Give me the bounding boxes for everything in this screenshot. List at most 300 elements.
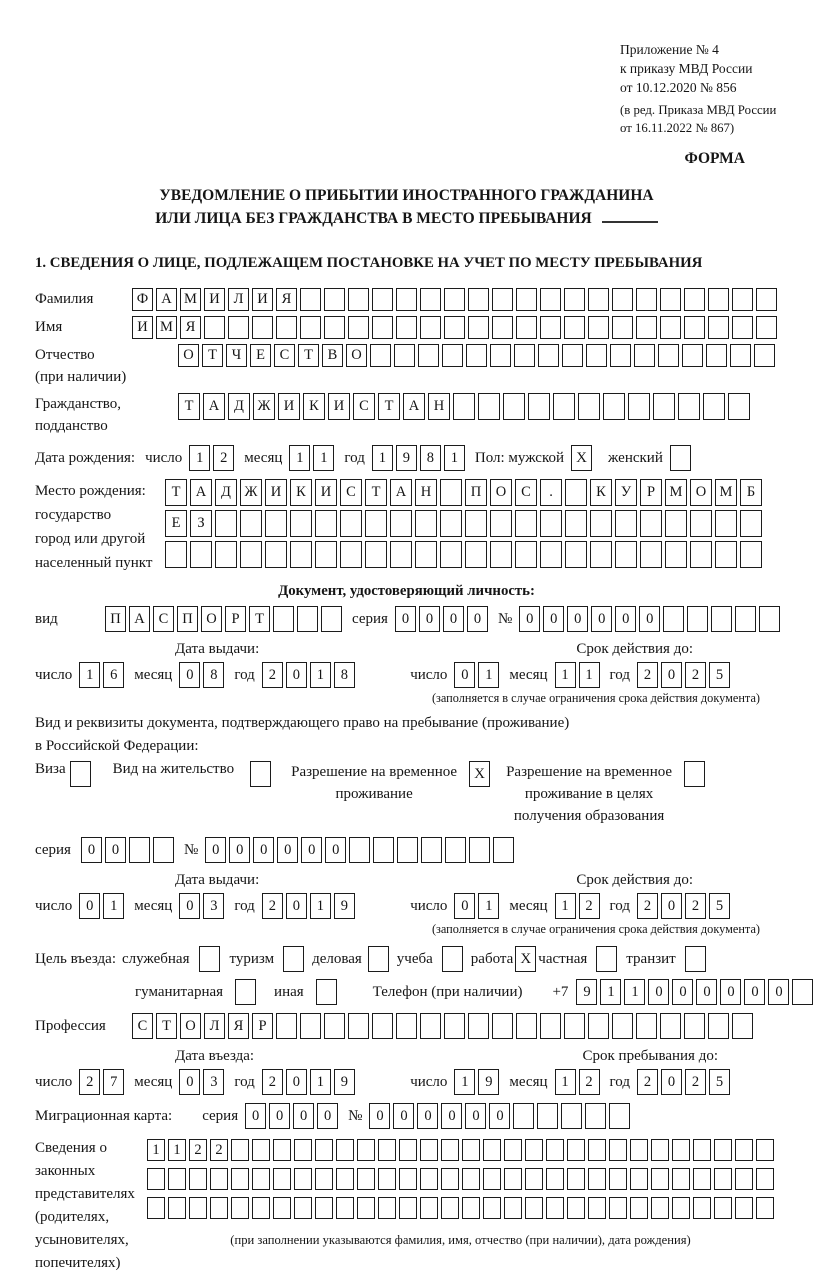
form-cell[interactable]: Р bbox=[252, 1013, 273, 1039]
form-cell[interactable] bbox=[706, 344, 727, 367]
form-cell[interactable]: 0 bbox=[286, 1069, 307, 1095]
form-cell[interactable] bbox=[708, 1013, 729, 1039]
form-cell[interactable] bbox=[462, 1197, 480, 1219]
form-cell[interactable]: У bbox=[615, 479, 637, 506]
form-cell[interactable] bbox=[562, 344, 583, 367]
form-cell[interactable]: П bbox=[465, 479, 487, 506]
form-cell[interactable] bbox=[365, 510, 387, 537]
form-cell[interactable] bbox=[399, 1197, 417, 1219]
form-cell[interactable] bbox=[714, 1197, 732, 1219]
form-cell[interactable] bbox=[525, 1197, 543, 1219]
form-cell[interactable] bbox=[462, 1168, 480, 1190]
form-cell[interactable] bbox=[469, 837, 490, 863]
form-cell[interactable] bbox=[684, 316, 705, 339]
form-cell[interactable] bbox=[565, 541, 587, 568]
form-cell[interactable] bbox=[503, 393, 525, 420]
form-cell[interactable]: Д bbox=[228, 393, 250, 420]
form-cell[interactable] bbox=[444, 288, 465, 311]
form-cell[interactable] bbox=[418, 344, 439, 367]
form-cell[interactable]: 2 bbox=[579, 893, 600, 919]
form-cell[interactable] bbox=[397, 837, 418, 863]
form-cell[interactable]: 1 bbox=[310, 662, 331, 688]
form-cell[interactable] bbox=[588, 1168, 606, 1190]
form-cell[interactable] bbox=[660, 288, 681, 311]
form-cell[interactable]: 2 bbox=[685, 1069, 706, 1095]
form-cell[interactable] bbox=[276, 316, 297, 339]
checkbox-sex-male[interactable]: X bbox=[571, 445, 592, 471]
form-cell[interactable] bbox=[708, 316, 729, 339]
form-cell[interactable] bbox=[682, 344, 703, 367]
form-cell[interactable]: 9 bbox=[334, 1069, 355, 1095]
form-cell[interactable]: 9 bbox=[334, 893, 355, 919]
form-cell[interactable]: О bbox=[690, 479, 712, 506]
form-cell[interactable] bbox=[483, 1168, 501, 1190]
form-cell[interactable] bbox=[399, 1139, 417, 1161]
form-cell[interactable]: 0 bbox=[179, 1069, 200, 1095]
form-cell[interactable]: Н bbox=[415, 479, 437, 506]
form-cell[interactable] bbox=[273, 606, 294, 632]
form-cell[interactable]: 0 bbox=[661, 1069, 682, 1095]
form-cell[interactable]: 9 bbox=[478, 1069, 499, 1095]
form-cell[interactable]: М bbox=[715, 479, 737, 506]
form-cell[interactable]: 1 bbox=[600, 979, 621, 1005]
form-cell[interactable] bbox=[240, 510, 262, 537]
form-cell[interactable]: 0 bbox=[661, 893, 682, 919]
form-cell[interactable]: Е bbox=[250, 344, 271, 367]
form-cell[interactable] bbox=[215, 541, 237, 568]
form-cell[interactable]: 3 bbox=[203, 1069, 224, 1095]
form-cell[interactable]: 1 bbox=[310, 893, 331, 919]
form-cell[interactable]: П bbox=[105, 606, 126, 632]
form-cell[interactable]: 0 bbox=[301, 837, 322, 863]
form-cell[interactable] bbox=[690, 541, 712, 568]
form-cell[interactable] bbox=[687, 606, 708, 632]
form-cell[interactable]: Р bbox=[225, 606, 246, 632]
form-cell[interactable]: 0 bbox=[648, 979, 669, 1005]
form-cell[interactable] bbox=[483, 1197, 501, 1219]
form-cell[interactable]: Л bbox=[204, 1013, 225, 1039]
form-cell[interactable] bbox=[445, 837, 466, 863]
form-cell[interactable] bbox=[735, 1168, 753, 1190]
form-cell[interactable] bbox=[540, 510, 562, 537]
form-cell[interactable] bbox=[672, 1139, 690, 1161]
form-cell[interactable] bbox=[516, 1013, 537, 1039]
form-cell[interactable] bbox=[490, 344, 511, 367]
form-cell[interactable] bbox=[546, 1168, 564, 1190]
form-cell[interactable] bbox=[357, 1139, 375, 1161]
form-cell[interactable]: 1 bbox=[103, 893, 124, 919]
form-cell[interactable] bbox=[372, 316, 393, 339]
form-cell[interactable] bbox=[276, 1013, 297, 1039]
checkbox-sex-female[interactable] bbox=[670, 445, 691, 471]
form-cell[interactable] bbox=[504, 1168, 522, 1190]
form-cell[interactable] bbox=[634, 344, 655, 367]
form-cell[interactable] bbox=[640, 510, 662, 537]
form-cell[interactable]: А bbox=[203, 393, 225, 420]
form-cell[interactable] bbox=[441, 1139, 459, 1161]
form-cell[interactable] bbox=[465, 541, 487, 568]
form-cell[interactable]: 0 bbox=[443, 606, 464, 632]
checkbox-temp-residence[interactable]: X bbox=[469, 761, 490, 787]
form-cell[interactable] bbox=[663, 606, 684, 632]
form-cell[interactable]: 0 bbox=[672, 979, 693, 1005]
form-cell[interactable] bbox=[567, 1197, 585, 1219]
form-cell[interactable] bbox=[252, 1139, 270, 1161]
form-cell[interactable]: 0 bbox=[543, 606, 564, 632]
form-cell[interactable] bbox=[590, 541, 612, 568]
form-cell[interactable]: 2 bbox=[210, 1139, 228, 1161]
checkbox-purpose-private[interactable] bbox=[596, 946, 617, 972]
form-cell[interactable]: Т bbox=[298, 344, 319, 367]
form-cell[interactable] bbox=[588, 316, 609, 339]
form-cell[interactable] bbox=[315, 1197, 333, 1219]
form-cell[interactable] bbox=[153, 837, 174, 863]
form-cell[interactable] bbox=[609, 1168, 627, 1190]
form-cell[interactable] bbox=[756, 288, 777, 311]
form-cell[interactable] bbox=[490, 541, 512, 568]
form-cell[interactable] bbox=[609, 1139, 627, 1161]
form-cell[interactable] bbox=[609, 1197, 627, 1219]
form-cell[interactable] bbox=[315, 1139, 333, 1161]
form-cell[interactable] bbox=[378, 1139, 396, 1161]
form-cell[interactable]: С bbox=[274, 344, 295, 367]
form-cell[interactable] bbox=[628, 393, 650, 420]
form-cell[interactable] bbox=[660, 316, 681, 339]
form-cell[interactable]: 1 bbox=[168, 1139, 186, 1161]
form-cell[interactable] bbox=[215, 510, 237, 537]
form-cell[interactable] bbox=[684, 288, 705, 311]
form-cell[interactable] bbox=[210, 1197, 228, 1219]
form-cell[interactable] bbox=[210, 1168, 228, 1190]
form-cell[interactable]: 1 bbox=[79, 662, 100, 688]
form-cell[interactable] bbox=[204, 316, 225, 339]
form-cell[interactable]: Б bbox=[740, 479, 762, 506]
form-cell[interactable]: О bbox=[490, 479, 512, 506]
form-cell[interactable]: Т bbox=[378, 393, 400, 420]
form-cell[interactable] bbox=[466, 344, 487, 367]
form-cell[interactable] bbox=[348, 288, 369, 311]
form-cell[interactable] bbox=[231, 1197, 249, 1219]
form-cell[interactable] bbox=[420, 1168, 438, 1190]
form-cell[interactable] bbox=[300, 1013, 321, 1039]
form-cell[interactable] bbox=[588, 288, 609, 311]
form-cell[interactable]: З bbox=[190, 510, 212, 537]
form-cell[interactable] bbox=[540, 288, 561, 311]
checkbox-purpose-work[interactable]: X bbox=[515, 946, 536, 972]
form-cell[interactable]: О bbox=[201, 606, 222, 632]
form-cell[interactable] bbox=[396, 1013, 417, 1039]
form-cell[interactable] bbox=[129, 837, 150, 863]
form-cell[interactable] bbox=[630, 1139, 648, 1161]
form-cell[interactable]: 0 bbox=[567, 606, 588, 632]
form-cell[interactable]: 0 bbox=[286, 662, 307, 688]
form-cell[interactable] bbox=[300, 288, 321, 311]
form-cell[interactable] bbox=[672, 1168, 690, 1190]
form-cell[interactable]: 0 bbox=[744, 979, 765, 1005]
form-cell[interactable] bbox=[468, 288, 489, 311]
form-cell[interactable] bbox=[240, 541, 262, 568]
form-cell[interactable] bbox=[516, 288, 537, 311]
form-cell[interactable]: 0 bbox=[489, 1103, 510, 1129]
form-cell[interactable]: 2 bbox=[262, 662, 283, 688]
form-cell[interactable] bbox=[586, 344, 607, 367]
form-cell[interactable]: 0 bbox=[229, 837, 250, 863]
form-cell[interactable]: 2 bbox=[262, 893, 283, 919]
form-cell[interactable] bbox=[357, 1197, 375, 1219]
form-cell[interactable]: 1 bbox=[478, 662, 499, 688]
form-cell[interactable]: А bbox=[156, 288, 177, 311]
form-cell[interactable] bbox=[493, 837, 514, 863]
form-cell[interactable] bbox=[420, 1013, 441, 1039]
form-cell[interactable] bbox=[515, 541, 537, 568]
form-cell[interactable] bbox=[340, 510, 362, 537]
form-cell[interactable]: 0 bbox=[81, 837, 102, 863]
form-cell[interactable]: 2 bbox=[637, 893, 658, 919]
form-cell[interactable]: Ж bbox=[253, 393, 275, 420]
form-cell[interactable] bbox=[588, 1013, 609, 1039]
form-cell[interactable]: С bbox=[132, 1013, 153, 1039]
form-cell[interactable]: Р bbox=[640, 479, 662, 506]
form-cell[interactable] bbox=[468, 1013, 489, 1039]
form-cell[interactable] bbox=[297, 606, 318, 632]
form-cell[interactable]: Т bbox=[156, 1013, 177, 1039]
form-cell[interactable] bbox=[336, 1197, 354, 1219]
form-cell[interactable]: И bbox=[315, 479, 337, 506]
form-cell[interactable]: 1 bbox=[372, 445, 393, 471]
form-cell[interactable] bbox=[684, 1013, 705, 1039]
form-cell[interactable]: Я bbox=[180, 316, 201, 339]
form-cell[interactable] bbox=[540, 316, 561, 339]
checkbox-purpose-humanitarian[interactable] bbox=[235, 979, 256, 1005]
form-cell[interactable] bbox=[190, 541, 212, 568]
form-cell[interactable] bbox=[349, 837, 370, 863]
form-cell[interactable]: Т bbox=[202, 344, 223, 367]
form-cell[interactable]: В bbox=[322, 344, 343, 367]
form-cell[interactable]: Т bbox=[178, 393, 200, 420]
form-cell[interactable]: 9 bbox=[396, 445, 417, 471]
form-cell[interactable] bbox=[265, 510, 287, 537]
form-cell[interactable]: 2 bbox=[262, 1069, 283, 1095]
form-cell[interactable]: 0 bbox=[277, 837, 298, 863]
form-cell[interactable]: 1 bbox=[555, 893, 576, 919]
form-cell[interactable] bbox=[714, 1139, 732, 1161]
form-cell[interactable] bbox=[321, 606, 342, 632]
form-cell[interactable] bbox=[378, 1197, 396, 1219]
form-cell[interactable]: 6 bbox=[103, 662, 124, 688]
form-cell[interactable] bbox=[585, 1103, 606, 1129]
form-cell[interactable] bbox=[394, 344, 415, 367]
form-cell[interactable] bbox=[728, 393, 750, 420]
form-cell[interactable] bbox=[147, 1197, 165, 1219]
form-cell[interactable] bbox=[588, 1139, 606, 1161]
form-cell[interactable] bbox=[492, 316, 513, 339]
form-cell[interactable] bbox=[514, 344, 535, 367]
form-cell[interactable]: 2 bbox=[637, 662, 658, 688]
form-cell[interactable]: С bbox=[353, 393, 375, 420]
form-cell[interactable] bbox=[653, 393, 675, 420]
form-cell[interactable]: . bbox=[540, 479, 562, 506]
form-cell[interactable] bbox=[759, 606, 780, 632]
form-cell[interactable] bbox=[735, 606, 756, 632]
form-cell[interactable] bbox=[756, 1139, 774, 1161]
form-cell[interactable] bbox=[564, 1013, 585, 1039]
form-cell[interactable]: 0 bbox=[179, 662, 200, 688]
form-cell[interactable] bbox=[189, 1168, 207, 1190]
form-cell[interactable] bbox=[565, 479, 587, 506]
form-cell[interactable] bbox=[708, 288, 729, 311]
form-cell[interactable] bbox=[603, 393, 625, 420]
form-cell[interactable] bbox=[315, 1168, 333, 1190]
form-cell[interactable] bbox=[490, 510, 512, 537]
form-cell[interactable]: К bbox=[303, 393, 325, 420]
form-cell[interactable] bbox=[421, 837, 442, 863]
form-cell[interactable]: 0 bbox=[253, 837, 274, 863]
form-cell[interactable]: 5 bbox=[709, 662, 730, 688]
form-cell[interactable] bbox=[294, 1168, 312, 1190]
checkbox-purpose-tourism[interactable] bbox=[283, 946, 304, 972]
form-cell[interactable] bbox=[740, 541, 762, 568]
form-cell[interactable]: Ч bbox=[226, 344, 247, 367]
form-cell[interactable] bbox=[690, 510, 712, 537]
form-cell[interactable] bbox=[453, 393, 475, 420]
form-cell[interactable]: 2 bbox=[685, 893, 706, 919]
form-cell[interactable]: И bbox=[328, 393, 350, 420]
form-cell[interactable]: 1 bbox=[555, 1069, 576, 1095]
form-cell[interactable] bbox=[324, 1013, 345, 1039]
form-cell[interactable]: 0 bbox=[245, 1103, 266, 1129]
form-cell[interactable] bbox=[651, 1168, 669, 1190]
form-cell[interactable] bbox=[336, 1168, 354, 1190]
form-cell[interactable]: 0 bbox=[454, 662, 475, 688]
form-cell[interactable] bbox=[504, 1197, 522, 1219]
form-cell[interactable]: М bbox=[180, 288, 201, 311]
form-cell[interactable] bbox=[610, 344, 631, 367]
form-cell[interactable]: А bbox=[190, 479, 212, 506]
form-cell[interactable] bbox=[273, 1197, 291, 1219]
form-cell[interactable] bbox=[315, 541, 337, 568]
form-cell[interactable] bbox=[252, 1197, 270, 1219]
form-cell[interactable]: Е bbox=[165, 510, 187, 537]
form-cell[interactable] bbox=[265, 541, 287, 568]
form-cell[interactable] bbox=[792, 979, 813, 1005]
form-cell[interactable]: 0 bbox=[369, 1103, 390, 1129]
form-cell[interactable] bbox=[294, 1139, 312, 1161]
form-cell[interactable] bbox=[273, 1139, 291, 1161]
form-cell[interactable] bbox=[735, 1197, 753, 1219]
form-cell[interactable]: А bbox=[390, 479, 412, 506]
form-cell[interactable] bbox=[561, 1103, 582, 1129]
form-cell[interactable]: 0 bbox=[417, 1103, 438, 1129]
form-cell[interactable] bbox=[537, 1103, 558, 1129]
form-cell[interactable]: И bbox=[252, 288, 273, 311]
form-cell[interactable] bbox=[168, 1168, 186, 1190]
form-cell[interactable] bbox=[612, 316, 633, 339]
form-cell[interactable]: 9 bbox=[576, 979, 597, 1005]
form-cell[interactable]: К bbox=[590, 479, 612, 506]
form-cell[interactable] bbox=[515, 510, 537, 537]
checkbox-purpose-business[interactable] bbox=[199, 946, 220, 972]
form-cell[interactable] bbox=[228, 316, 249, 339]
form-cell[interactable]: 0 bbox=[317, 1103, 338, 1129]
form-cell[interactable]: 0 bbox=[768, 979, 789, 1005]
form-cell[interactable]: И bbox=[204, 288, 225, 311]
form-cell[interactable] bbox=[399, 1168, 417, 1190]
form-cell[interactable] bbox=[357, 1168, 375, 1190]
form-cell[interactable] bbox=[147, 1168, 165, 1190]
form-cell[interactable] bbox=[693, 1139, 711, 1161]
form-cell[interactable]: М bbox=[156, 316, 177, 339]
form-cell[interactable]: Т bbox=[365, 479, 387, 506]
form-cell[interactable]: Л bbox=[228, 288, 249, 311]
checkbox-purpose-commercial[interactable] bbox=[368, 946, 389, 972]
form-cell[interactable] bbox=[420, 316, 441, 339]
form-cell[interactable] bbox=[165, 541, 187, 568]
form-cell[interactable] bbox=[231, 1168, 249, 1190]
form-cell[interactable] bbox=[478, 393, 500, 420]
form-cell[interactable] bbox=[528, 393, 550, 420]
form-cell[interactable]: 1 bbox=[579, 662, 600, 688]
form-cell[interactable] bbox=[525, 1139, 543, 1161]
form-cell[interactable]: 0 bbox=[720, 979, 741, 1005]
form-cell[interactable] bbox=[396, 288, 417, 311]
form-cell[interactable]: 7 bbox=[103, 1069, 124, 1095]
form-cell[interactable]: 8 bbox=[334, 662, 355, 688]
form-cell[interactable]: А bbox=[129, 606, 150, 632]
form-cell[interactable] bbox=[678, 393, 700, 420]
form-cell[interactable] bbox=[440, 510, 462, 537]
form-cell[interactable]: И bbox=[278, 393, 300, 420]
form-cell[interactable]: 2 bbox=[637, 1069, 658, 1095]
form-cell[interactable] bbox=[324, 316, 345, 339]
form-cell[interactable]: 0 bbox=[419, 606, 440, 632]
form-cell[interactable]: 2 bbox=[79, 1069, 100, 1095]
form-cell[interactable]: Ж bbox=[240, 479, 262, 506]
form-cell[interactable] bbox=[444, 316, 465, 339]
form-cell[interactable] bbox=[378, 1168, 396, 1190]
form-cell[interactable]: 0 bbox=[639, 606, 660, 632]
form-cell[interactable]: П bbox=[177, 606, 198, 632]
form-cell[interactable] bbox=[465, 510, 487, 537]
form-cell[interactable] bbox=[756, 1197, 774, 1219]
form-cell[interactable]: С bbox=[340, 479, 362, 506]
form-cell[interactable]: 1 bbox=[310, 1069, 331, 1095]
form-cell[interactable] bbox=[315, 510, 337, 537]
form-cell[interactable] bbox=[440, 541, 462, 568]
form-cell[interactable] bbox=[564, 316, 585, 339]
form-cell[interactable] bbox=[492, 288, 513, 311]
form-cell[interactable] bbox=[290, 510, 312, 537]
form-cell[interactable]: 0 bbox=[179, 893, 200, 919]
form-cell[interactable]: А bbox=[403, 393, 425, 420]
form-cell[interactable] bbox=[441, 1168, 459, 1190]
form-cell[interactable] bbox=[740, 510, 762, 537]
form-cell[interactable] bbox=[651, 1139, 669, 1161]
form-cell[interactable]: 0 bbox=[696, 979, 717, 1005]
form-cell[interactable] bbox=[715, 541, 737, 568]
form-cell[interactable] bbox=[540, 541, 562, 568]
form-cell[interactable]: И bbox=[132, 316, 153, 339]
form-cell[interactable] bbox=[651, 1197, 669, 1219]
form-cell[interactable] bbox=[415, 541, 437, 568]
form-cell[interactable] bbox=[636, 288, 657, 311]
form-cell[interactable] bbox=[732, 316, 753, 339]
form-cell[interactable]: 0 bbox=[105, 837, 126, 863]
form-cell[interactable]: 0 bbox=[615, 606, 636, 632]
form-cell[interactable] bbox=[660, 1013, 681, 1039]
form-cell[interactable] bbox=[640, 541, 662, 568]
form-cell[interactable]: 2 bbox=[213, 445, 234, 471]
form-cell[interactable]: К bbox=[290, 479, 312, 506]
